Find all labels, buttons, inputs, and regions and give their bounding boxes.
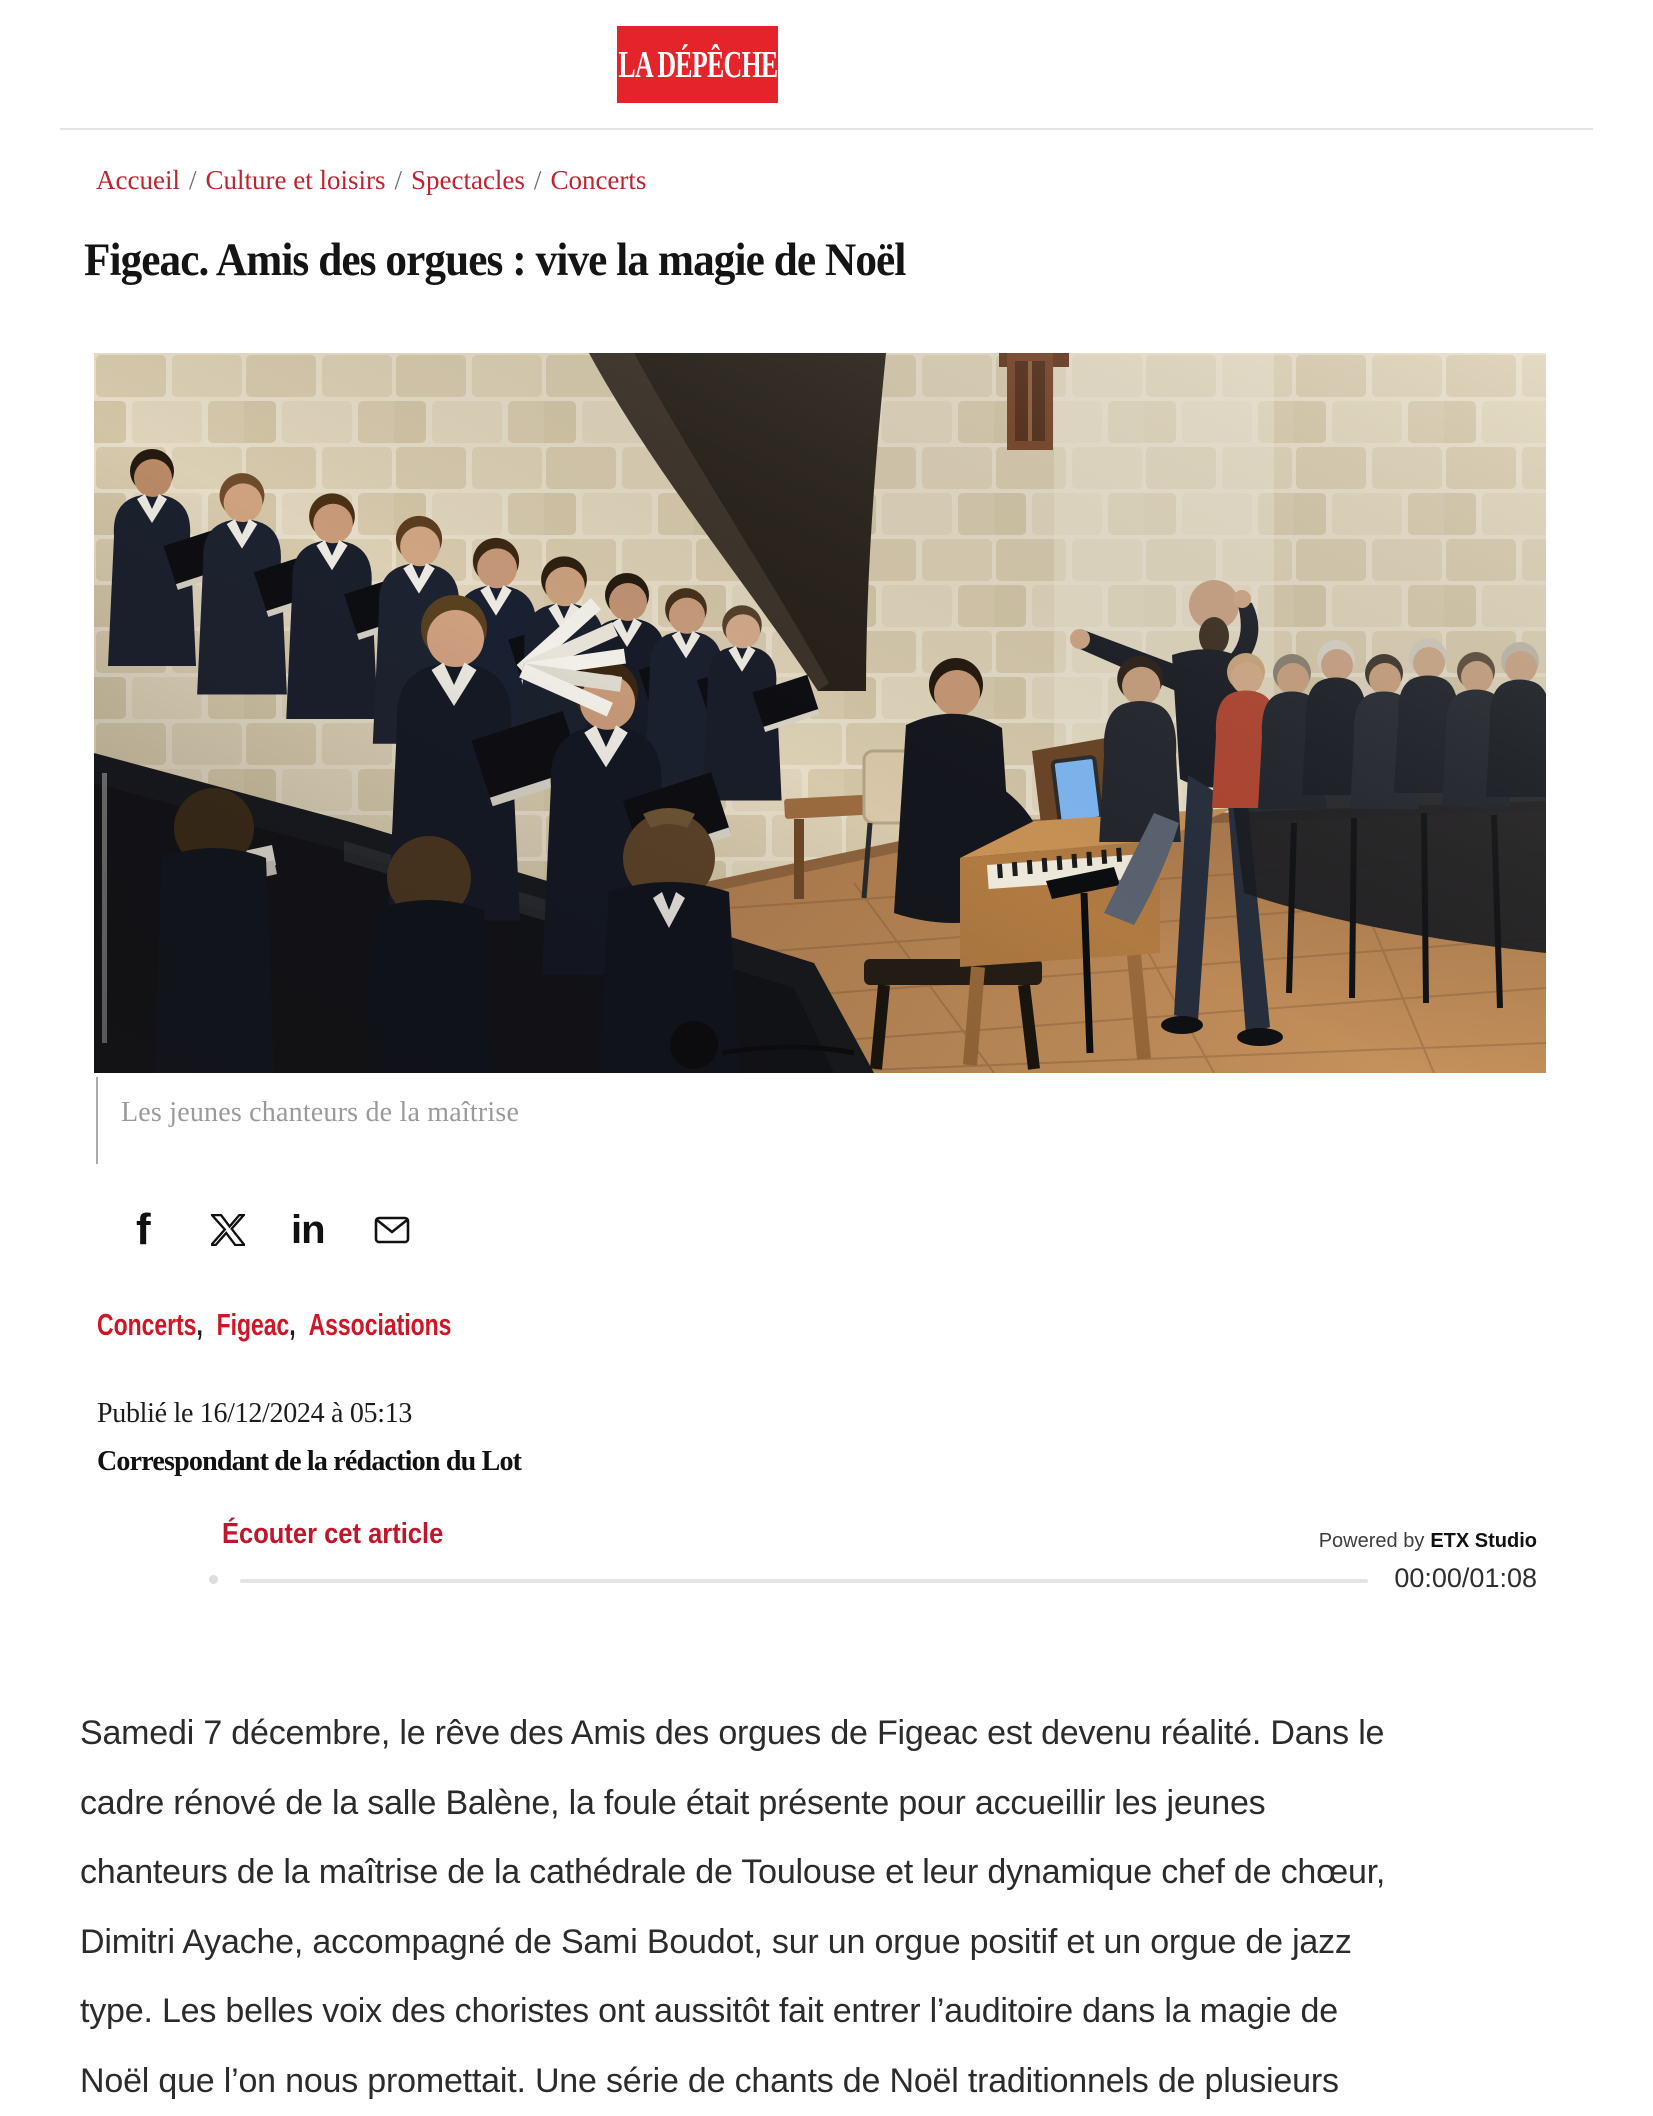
powered-by-brand: ETX Studio bbox=[1430, 1530, 1537, 1552]
tag-separator: , bbox=[196, 1307, 202, 1342]
header-divider bbox=[60, 128, 1593, 130]
tag-concerts[interactable]: Concerts bbox=[97, 1307, 196, 1342]
page-title: Figeac. Amis des orgues : vive la magie de Noël bbox=[84, 233, 1584, 287]
publish-date: Publié le 16/12/2024 à 05:13 bbox=[97, 1398, 412, 1430]
tag-list bbox=[97, 1307, 576, 1343]
body-line: cadre rénové de la salle Balène, la foule était présente pour accueillir les jeunes bbox=[80, 1769, 1580, 1839]
email-icon[interactable] bbox=[372, 1208, 412, 1252]
listen-article-button[interactable]: Écouter cet article bbox=[222, 1518, 473, 1551]
share-toolbar bbox=[126, 1208, 412, 1252]
facebook-icon[interactable] bbox=[126, 1208, 166, 1252]
body-line: Noël que l’on nous promettait. Une série de chants de Noël traditionnels de plusieurs bbox=[80, 2047, 1580, 2116]
body-line: Samedi 7 décembre, le rêve des Amis des orgues de Figeac est devenu réalité. Dans le bbox=[80, 1699, 1580, 1769]
player-time: 00:00/01:08 bbox=[1394, 1563, 1537, 1594]
powered-by-label: Powered by bbox=[1319, 1530, 1425, 1552]
article-photo bbox=[94, 353, 1546, 1073]
player-progress-knob[interactable] bbox=[209, 1575, 218, 1584]
tag-separator: , bbox=[289, 1307, 295, 1342]
svg-text:in: in bbox=[291, 1210, 325, 1250]
caption-rule bbox=[96, 1077, 98, 1164]
breadcrumb-item-spectacles[interactable]: Spectacles bbox=[411, 165, 525, 195]
body-line: Dimitri Ayache, accompagné de Sami Boudot, sur un orgue positif et un orgue de jazz bbox=[80, 1908, 1580, 1978]
tag-associations[interactable]: Associations bbox=[309, 1307, 452, 1342]
body-line: chanteurs de la maîtrise de la cathédrale de Toulouse et leur dynamique chef de chœur, bbox=[80, 1838, 1580, 1908]
x-icon[interactable] bbox=[208, 1208, 248, 1252]
body-line: type. Les belles voix des choristes ont aussitôt fait entrer l’auditoire dans la magie de bbox=[80, 1977, 1580, 2047]
linkedin-icon[interactable] bbox=[290, 1208, 330, 1252]
tag-figeac[interactable]: Figeac bbox=[217, 1307, 290, 1342]
photo-caption: Les jeunes chanteurs de la maîtrise bbox=[121, 1097, 519, 1129]
breadcrumb-separator: / bbox=[525, 165, 551, 195]
breadcrumb-item-accueil[interactable]: Accueil bbox=[96, 165, 180, 195]
breadcrumb-separator: / bbox=[385, 165, 411, 195]
site-logo[interactable] bbox=[617, 26, 778, 103]
player-progress-bar[interactable] bbox=[240, 1579, 1368, 1583]
site-logo-text: LA DÉPÊCHE bbox=[618, 43, 777, 87]
breadcrumb-item-culture[interactable]: Culture et loisirs bbox=[205, 165, 385, 195]
article-body bbox=[80, 1699, 1580, 2116]
author-line: Correspondant de la rédaction du Lot bbox=[97, 1446, 521, 1478]
breadcrumb-separator: / bbox=[180, 165, 206, 195]
breadcrumb-item-concerts[interactable]: Concerts bbox=[550, 165, 646, 195]
svg-text:f: f bbox=[136, 1208, 151, 1252]
breadcrumb bbox=[96, 165, 646, 196]
powered-by bbox=[1319, 1530, 1537, 1553]
